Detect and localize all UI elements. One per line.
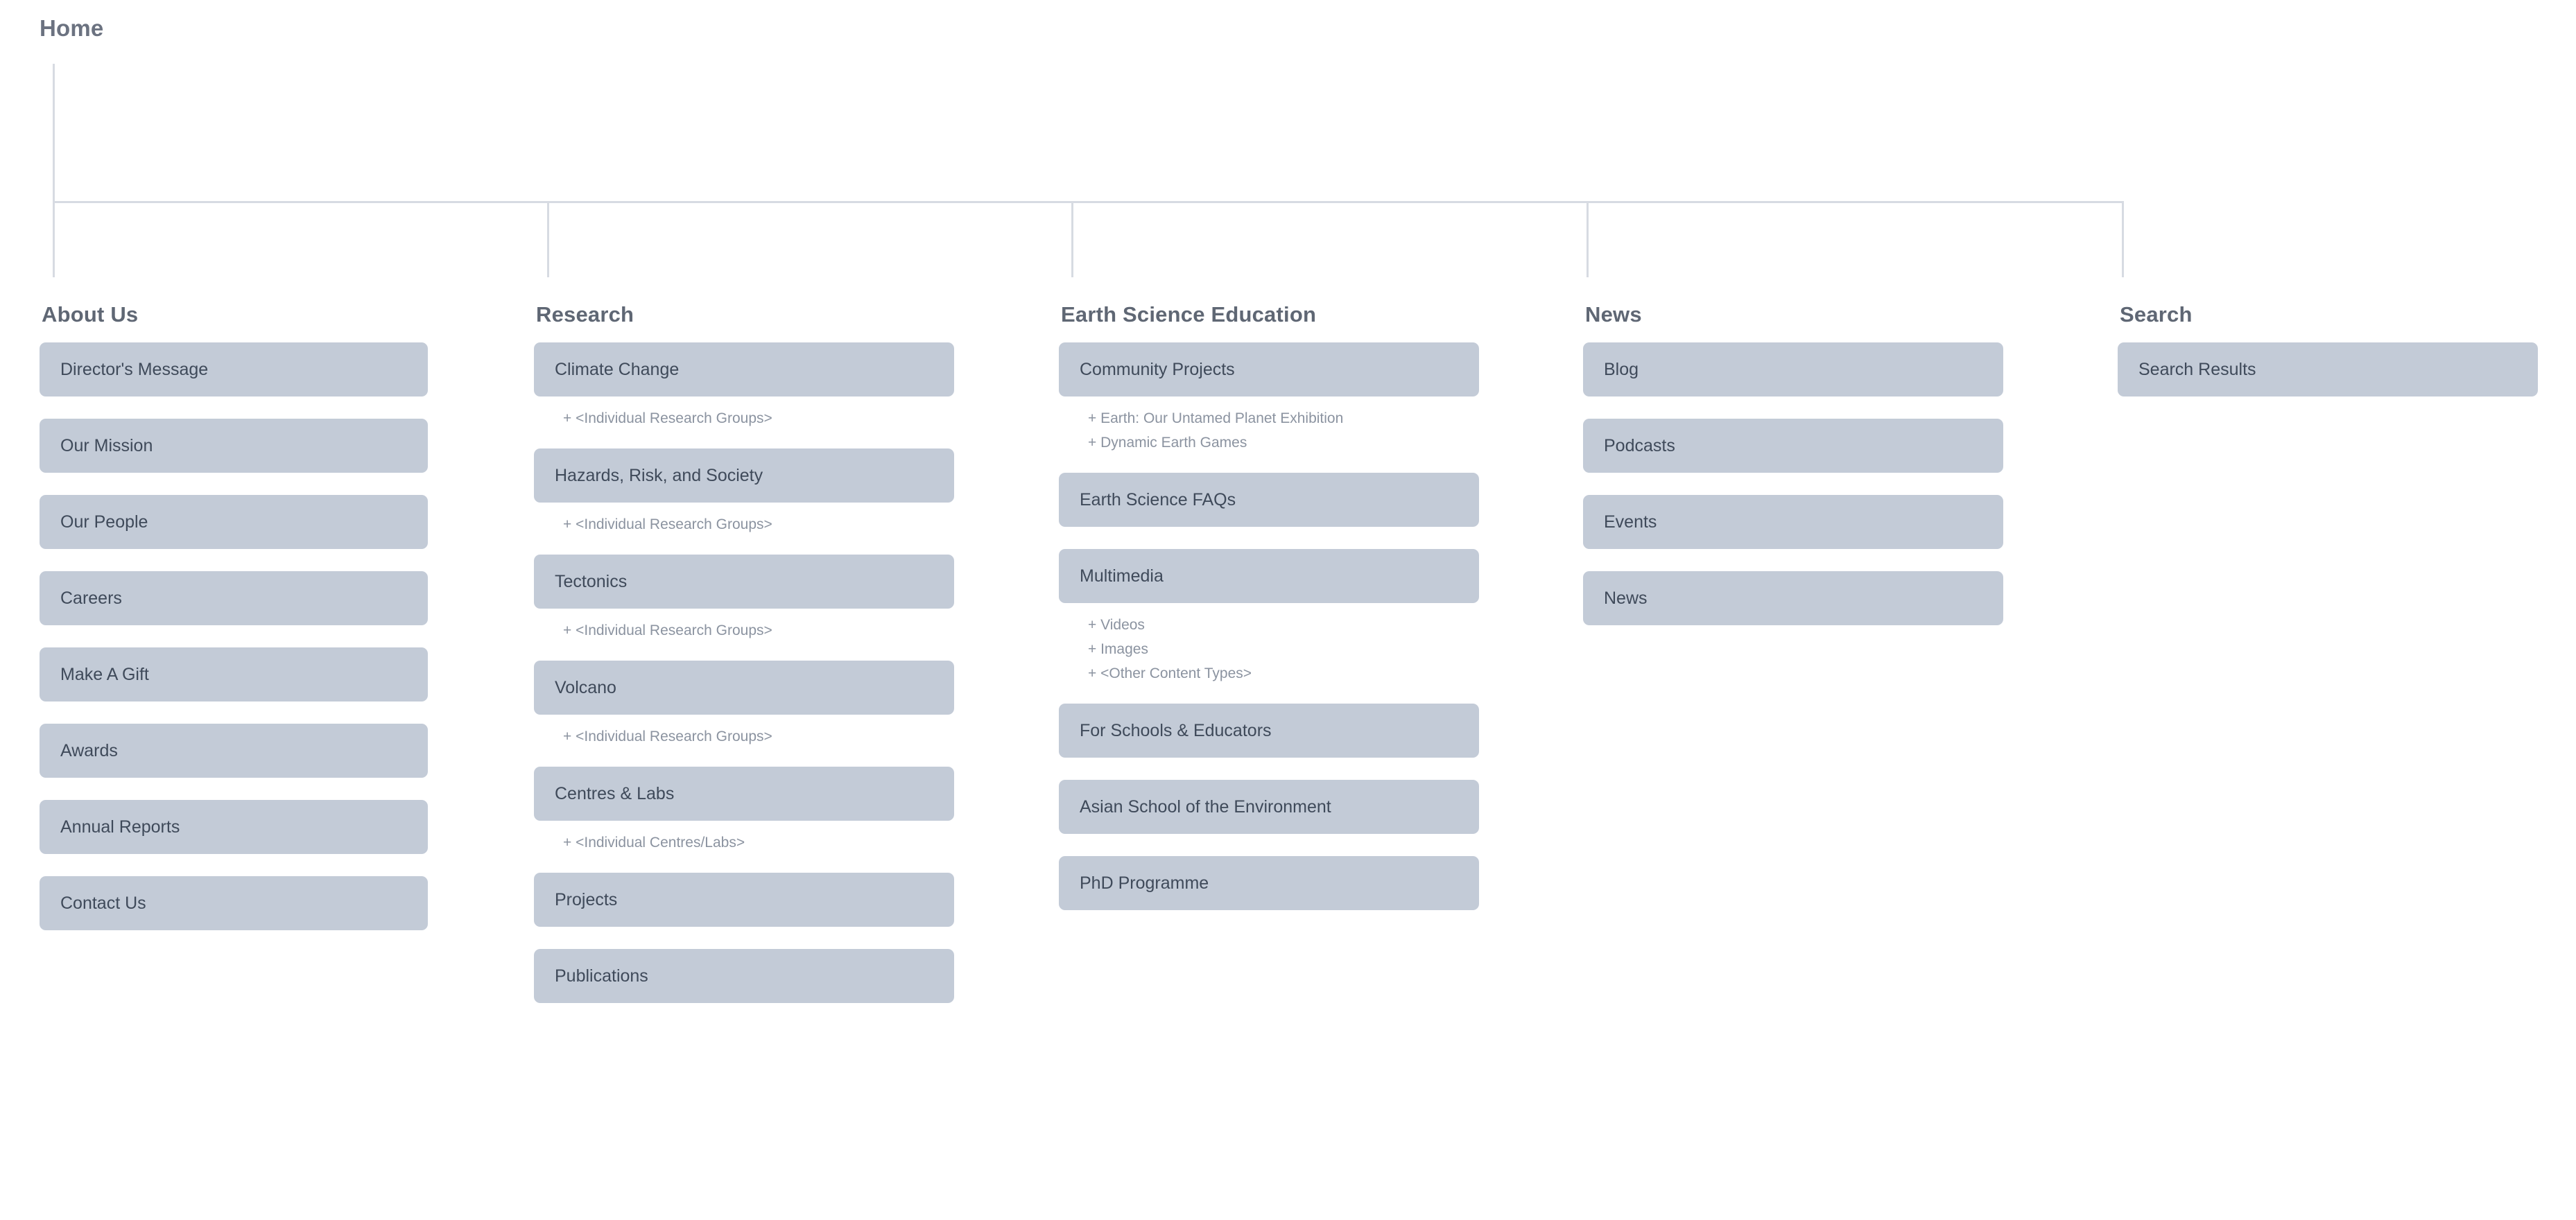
- subgroup-climate-change: [534, 406, 954, 430]
- column-news: [1583, 302, 2003, 647]
- node-climate-change[interactable]: Climate Change: [534, 342, 954, 397]
- subnode-individual-research-groups: + <Individual Research Groups>: [563, 516, 772, 532]
- subnode-individual-research-groups: + <Individual Research Groups>: [563, 410, 772, 426]
- node-community-projects[interactable]: Community Projects: [1059, 342, 1479, 397]
- node-asian-school-of-the-environment[interactable]: Asian School of the Environment: [1059, 780, 1479, 834]
- subgroup-tectonics: [534, 618, 954, 643]
- column-search: [2118, 302, 2538, 419]
- node-our-people[interactable]: Our People: [40, 495, 428, 549]
- column-research: [534, 302, 954, 1025]
- node-hazards-risk-and-society[interactable]: Hazards, Risk, and Society: [534, 448, 954, 503]
- root-node-home[interactable]: Home: [40, 15, 104, 41]
- subgroup-volcano: [534, 724, 954, 749]
- node-tectonics[interactable]: Tectonics: [534, 555, 954, 609]
- node-directors-message[interactable]: Director's Message: [40, 342, 428, 397]
- subgroup-hazards-risk-and-society: [534, 512, 954, 537]
- column-title-research[interactable]: Research: [536, 302, 634, 326]
- node-centres-and-labs[interactable]: Centres & Labs: [534, 767, 954, 821]
- subnode-individual-research-groups: + <Individual Research Groups>: [563, 622, 772, 638]
- subgroup-centres-and-labs: [534, 830, 954, 855]
- connector-branch-research: [547, 201, 549, 277]
- connector-horizontal-bus: [53, 201, 2123, 203]
- connector-root-vertical: [53, 64, 55, 202]
- subnode-earth-untamed-planet-exhibition: + Earth: Our Untamed Planet Exhibition: [1088, 410, 1344, 426]
- subnode-individual-centres-labs: + <Individual Centres/Labs>: [563, 835, 745, 851]
- node-podcasts[interactable]: Podcasts: [1583, 419, 2003, 473]
- connector-branch-ese: [1071, 201, 1073, 277]
- node-for-schools-and-educators[interactable]: For Schools & Educators: [1059, 704, 1479, 758]
- subnode-dynamic-earth-games: + Dynamic Earth Games: [1088, 435, 1247, 451]
- subnode-individual-research-groups: + <Individual Research Groups>: [563, 729, 772, 744]
- connector-branch-search: [2122, 201, 2124, 277]
- subgroup-community-projects: [1059, 406, 1479, 455]
- node-earth-science-faqs[interactable]: Earth Science FAQs: [1059, 473, 1479, 527]
- node-events[interactable]: Events: [1583, 495, 2003, 549]
- node-multimedia[interactable]: Multimedia: [1059, 549, 1479, 603]
- connector-branch-news: [1587, 201, 1589, 277]
- column-title-news[interactable]: News: [1585, 302, 1642, 326]
- node-volcano[interactable]: Volcano: [534, 661, 954, 715]
- subgroup-multimedia: [1059, 613, 1479, 686]
- node-contact-us[interactable]: Contact Us: [40, 876, 428, 930]
- column-title-earth-science-education[interactable]: Earth Science Education: [1061, 302, 1317, 326]
- node-blog[interactable]: Blog: [1583, 342, 2003, 397]
- node-our-mission[interactable]: Our Mission: [40, 419, 428, 473]
- subnode-images: + Images: [1088, 641, 1148, 657]
- node-search-results[interactable]: Search Results: [2118, 342, 2538, 397]
- node-news[interactable]: News: [1583, 571, 2003, 625]
- connector-branch-about: [53, 201, 55, 277]
- subnode-videos: + Videos: [1088, 617, 1145, 633]
- column-about-us: [40, 302, 428, 952]
- subnode-other-content-types: + <Other Content Types>: [1088, 665, 1252, 681]
- node-careers[interactable]: Careers: [40, 571, 428, 625]
- node-publications[interactable]: Publications: [534, 949, 954, 1003]
- column-title-about-us[interactable]: About Us: [42, 302, 139, 326]
- node-make-a-gift[interactable]: Make A Gift: [40, 647, 428, 702]
- column-earth-science-education: [1059, 302, 1479, 932]
- node-awards[interactable]: Awards: [40, 724, 428, 778]
- node-phd-programme[interactable]: PhD Programme: [1059, 856, 1479, 910]
- node-annual-reports[interactable]: Annual Reports: [40, 800, 428, 854]
- column-title-search[interactable]: Search: [2120, 302, 2193, 326]
- node-projects[interactable]: Projects: [534, 873, 954, 927]
